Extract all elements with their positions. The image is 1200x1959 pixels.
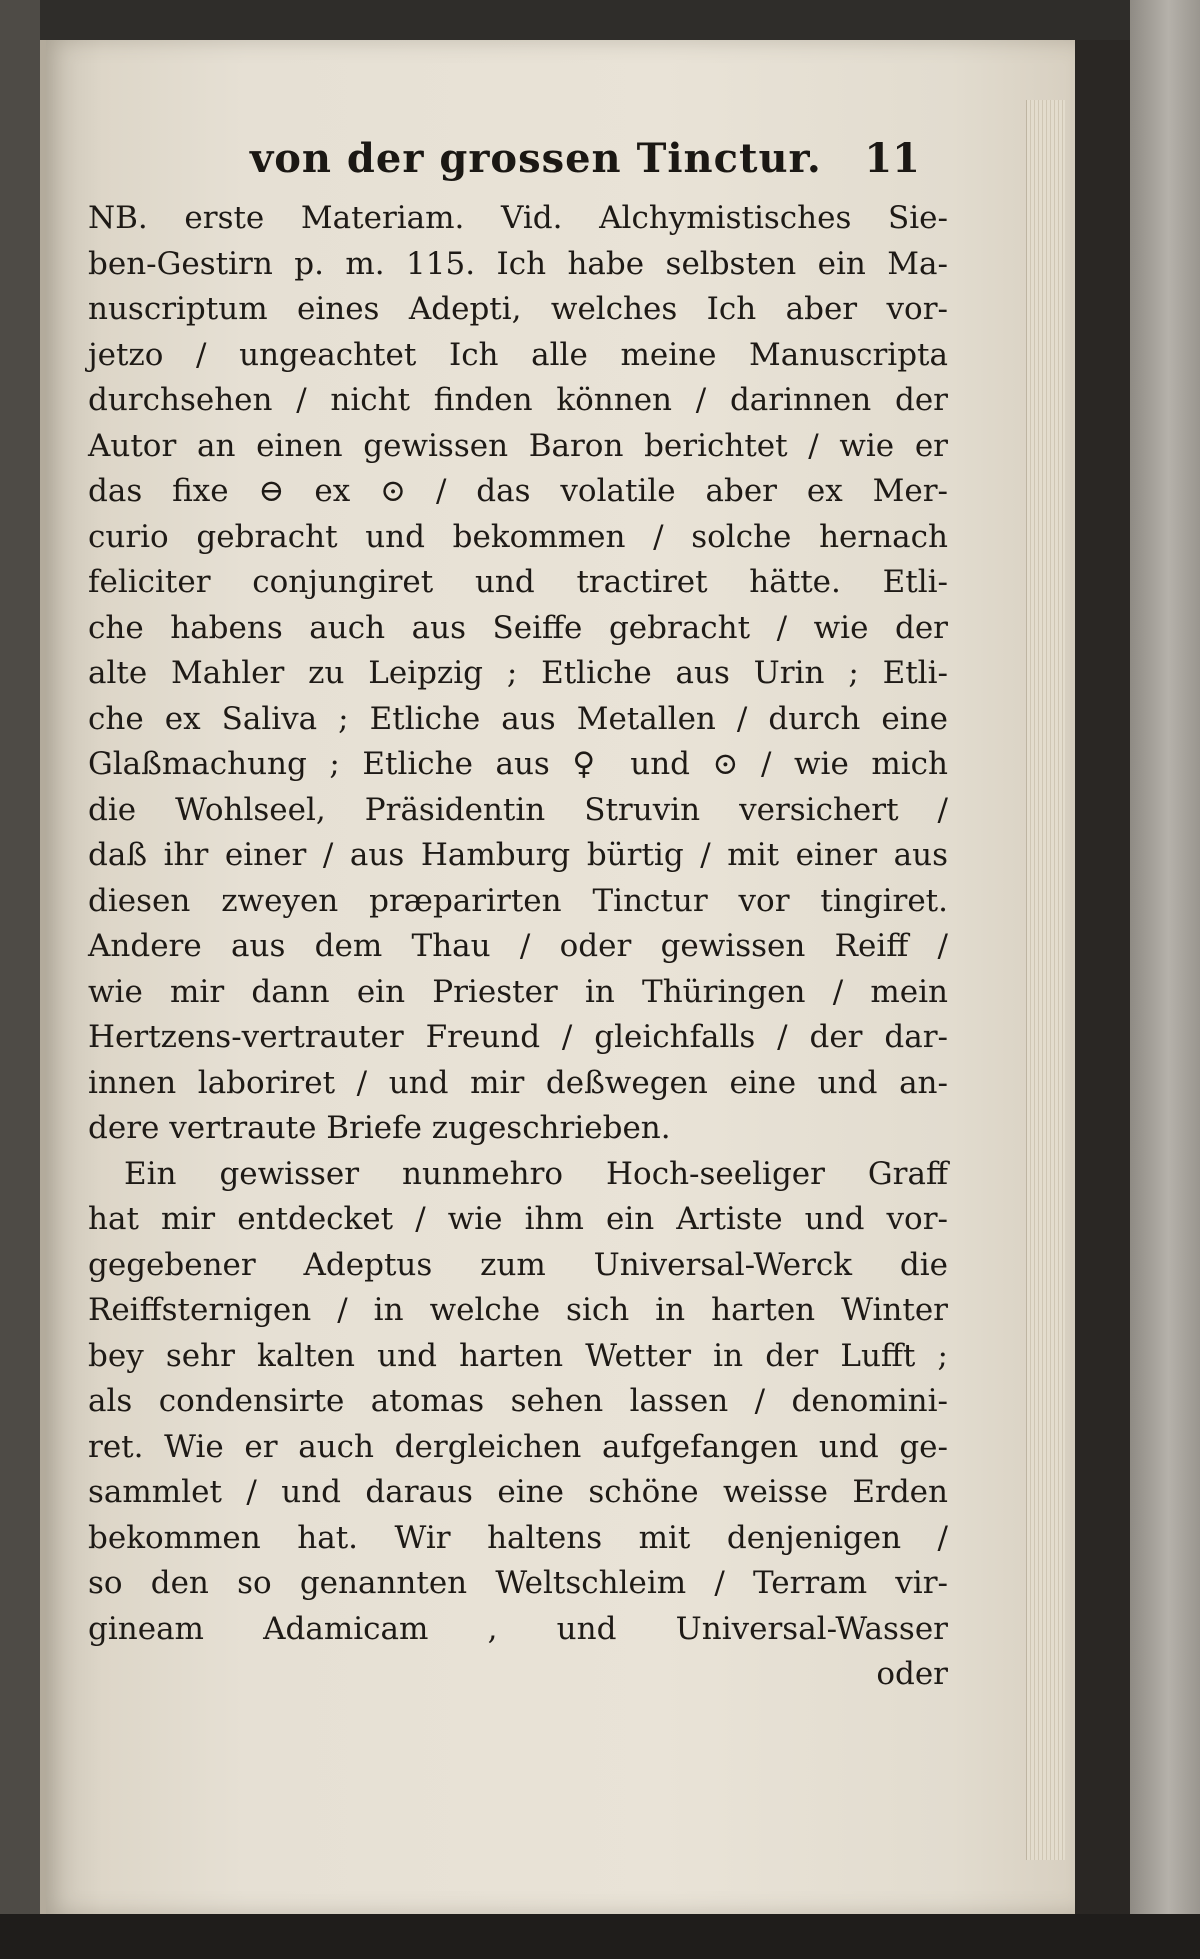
cover-edge-top <box>0 0 1200 40</box>
running-head <box>250 135 920 195</box>
cover-edge-bottom <box>0 1914 1200 1959</box>
text-line: bekommen hat. Wir haltens mit denjenigen / <box>88 1519 948 1556</box>
text-line: NB. erste Materiam. Vid. Alchymistisches Sie- <box>88 200 948 236</box>
catchword: oder <box>876 1656 948 1692</box>
text-line: Andere aus dem Thau / oder gewissen Reiff / <box>88 928 948 964</box>
text-line: sammlet / und daraus eine schöne weisse Erden <box>88 1474 948 1510</box>
text-line: Autor an einen gewissen Baron berichtet / wie er <box>88 427 948 464</box>
page-gutter <box>40 40 46 1914</box>
cover-edge-right <box>1130 0 1200 1959</box>
text-line: bey sehr kalten und harten Wetter in der Lufft ; <box>88 1337 948 1374</box>
text-line: hat mir entdecket / wie ihm ein Artiste und vor- <box>88 1201 948 1237</box>
text-line: dere vertraute Briefe zugeschrieben. <box>88 1110 671 1146</box>
text-line: das fixe ⊖ ex ⊙ / das volatile aber ex Mer- <box>88 473 948 509</box>
text-line: gineam Adamicam , und Universal-Wasser <box>88 1610 948 1647</box>
text-line: als condensirte atomas sehen lassen / denomini- <box>88 1383 948 1419</box>
text-line: curio gebracht und bekommen / solche hernach <box>88 518 948 555</box>
text-line: che ex Saliva ; Etliche aus Metallen / durch eine <box>88 700 948 737</box>
text-line: Hertzens-vertrauter Freund / gleichfalls / der dar- <box>88 1019 948 1055</box>
text-line: ret. Wie er auch dergleichen aufgefangen und ge- <box>88 1428 948 1465</box>
text-line: diesen zweyen præparirten Tinctur vor tingiret. <box>88 882 948 919</box>
text-line: die Wohlseel, Präsidentin Struvin versichert / <box>88 791 948 828</box>
text-line: so den so genannten Weltschleim / Terram vir- <box>88 1565 948 1601</box>
page-number: 11 <box>864 135 920 182</box>
page-edges <box>1026 100 1065 1860</box>
text-line: Reiffsternigen / in welche sich in harten Winter <box>88 1292 948 1328</box>
text-line: wie mir dann ein Priester in Thüringen / mein <box>88 973 948 1010</box>
text-line: daß ihr einer / aus Hamburg bürtig / mit einer aus <box>88 837 948 873</box>
text-line: jetzo / ungeachtet Ich alle meine Manuscripta <box>88 336 948 373</box>
text-line: che habens auch aus Seiffe gebracht / wie der <box>88 609 948 646</box>
text-line: innen laboriret / und mir deßwegen eine und an- <box>88 1064 948 1101</box>
running-head-title: von der grossen Tinctur. <box>250 135 822 182</box>
text-line: feliciter conjungiret und tractiret hätte. Etli- <box>88 564 948 600</box>
text-line: durchsehen / nicht finden können / darinnen der <box>88 382 948 418</box>
text-line: ben-Gestirn p. m. 115. Ich habe selbsten ein Ma- <box>88 245 948 282</box>
text-line: Ein gewisser nunmehro Hoch-seeliger Graff <box>124 1155 948 1192</box>
cover-edge-left <box>0 0 40 1959</box>
body-text <box>88 196 948 1698</box>
text-line: gegebener Adeptus zum Universal-Werck die <box>88 1246 948 1283</box>
text-line: Glaßmachung ; Etliche aus ♀ und ⊙ / wie mich <box>88 746 948 782</box>
text-line: alte Mahler zu Leipzig ; Etliche aus Urin ; Etli- <box>88 655 948 691</box>
text-line: nuscriptum eines Adepti, welches Ich aber vor- <box>88 291 948 327</box>
